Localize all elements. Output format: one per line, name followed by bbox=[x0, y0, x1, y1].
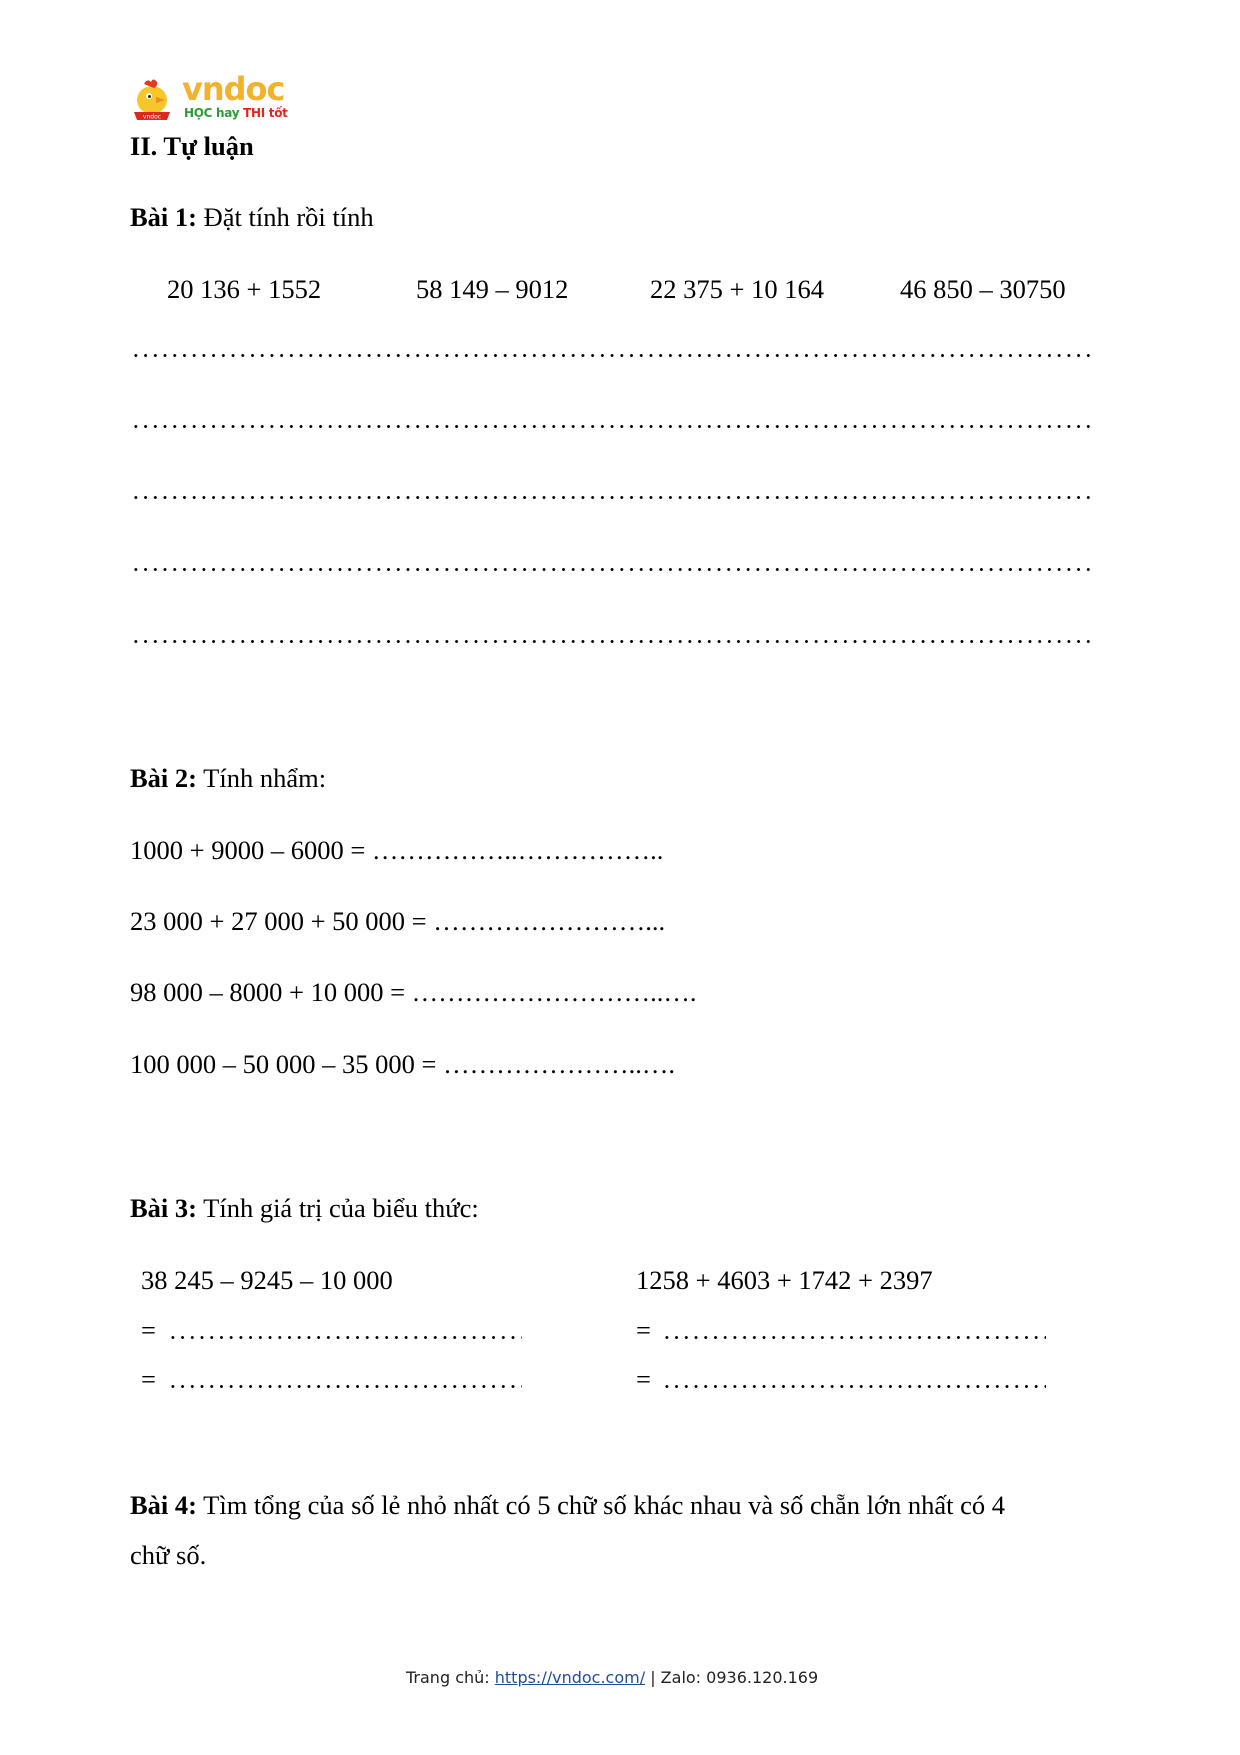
page-footer: Trang chủ: https://vndoc.com/ | Zalo: 0936.120.169 bbox=[406, 1668, 819, 1687]
vndoc-logo bbox=[130, 70, 290, 126]
section-title: II. Tự luận bbox=[130, 131, 254, 161]
exercise-2-heading: Bài 2: Tính nhẩm: bbox=[130, 763, 327, 793]
exercise-3-left-expression: 38 245 – 9245 – 10 000 bbox=[141, 1265, 393, 1295]
exercise-3-right-step: = bbox=[636, 1364, 651, 1394]
exercise-4-heading: Bài 4: Tìm tổng của số lẻ nhỏ nhất có 5 chữ số khác nhau và số chẵn lớn nhất có 4 bbox=[130, 1490, 1005, 1520]
svg-text:vndoc: vndoc bbox=[142, 113, 162, 121]
exercise-1-problem: 20 136 + 1552 bbox=[167, 274, 322, 304]
exercise-3-right-step: = bbox=[636, 1315, 651, 1345]
answer-line[interactable] bbox=[662, 1385, 1046, 1388]
answer-blank[interactable]: …………………..…. bbox=[443, 1049, 675, 1079]
exercise-3-right-expression: 1258 + 4603 + 1742 + 2397 bbox=[636, 1265, 933, 1295]
answer-line[interactable] bbox=[131, 425, 1091, 428]
exercise-1-problem: 22 375 + 10 164 bbox=[650, 274, 824, 304]
exercise-2-problem: 1000 + 9000 – 6000 = ……………..…………….. bbox=[130, 835, 664, 865]
answer-line[interactable] bbox=[131, 354, 1091, 357]
exercise-1-problem: 58 149 – 9012 bbox=[416, 274, 569, 304]
brand-name: vndoc bbox=[182, 70, 285, 108]
answer-blank[interactable]: ……………..…………….. bbox=[371, 835, 664, 865]
chicken-mascot-icon bbox=[130, 76, 178, 124]
exercise-4-continuation: chữ số. bbox=[130, 1540, 207, 1570]
answer-line[interactable] bbox=[662, 1336, 1046, 1339]
exercise-3-left-step: = bbox=[141, 1364, 156, 1394]
exercise-3-left-step: = bbox=[141, 1315, 156, 1345]
answer-line[interactable] bbox=[131, 496, 1091, 499]
answer-line[interactable] bbox=[168, 1336, 522, 1339]
exercise-1-problem: 46 850 – 30750 bbox=[900, 274, 1066, 304]
exercise-3-heading: Bài 3: Tính giá trị của biểu thức: bbox=[130, 1193, 479, 1223]
brand-slogan: HỌC hay THI tốt bbox=[184, 106, 288, 120]
exercise-2-problem: 23 000 + 27 000 + 50 000 = ……………………... bbox=[130, 906, 666, 936]
answer-blank[interactable]: ………………………..…. bbox=[411, 977, 697, 1007]
exercise-2-problem: 100 000 – 50 000 – 35 000 = …………………..…. bbox=[130, 1049, 675, 1079]
answer-line[interactable] bbox=[131, 640, 1091, 643]
homepage-link[interactable]: https://vndoc.com/ bbox=[494, 1668, 646, 1687]
exercise-2-problem: 98 000 – 8000 + 10 000 = ………………………..…. bbox=[130, 977, 697, 1007]
answer-line[interactable] bbox=[168, 1385, 522, 1388]
answer-blank[interactable]: ……………………... bbox=[433, 906, 666, 936]
answer-line[interactable] bbox=[131, 568, 1091, 571]
exercise-1-heading: Bài 1: Đặt tính rồi tính bbox=[130, 202, 374, 232]
